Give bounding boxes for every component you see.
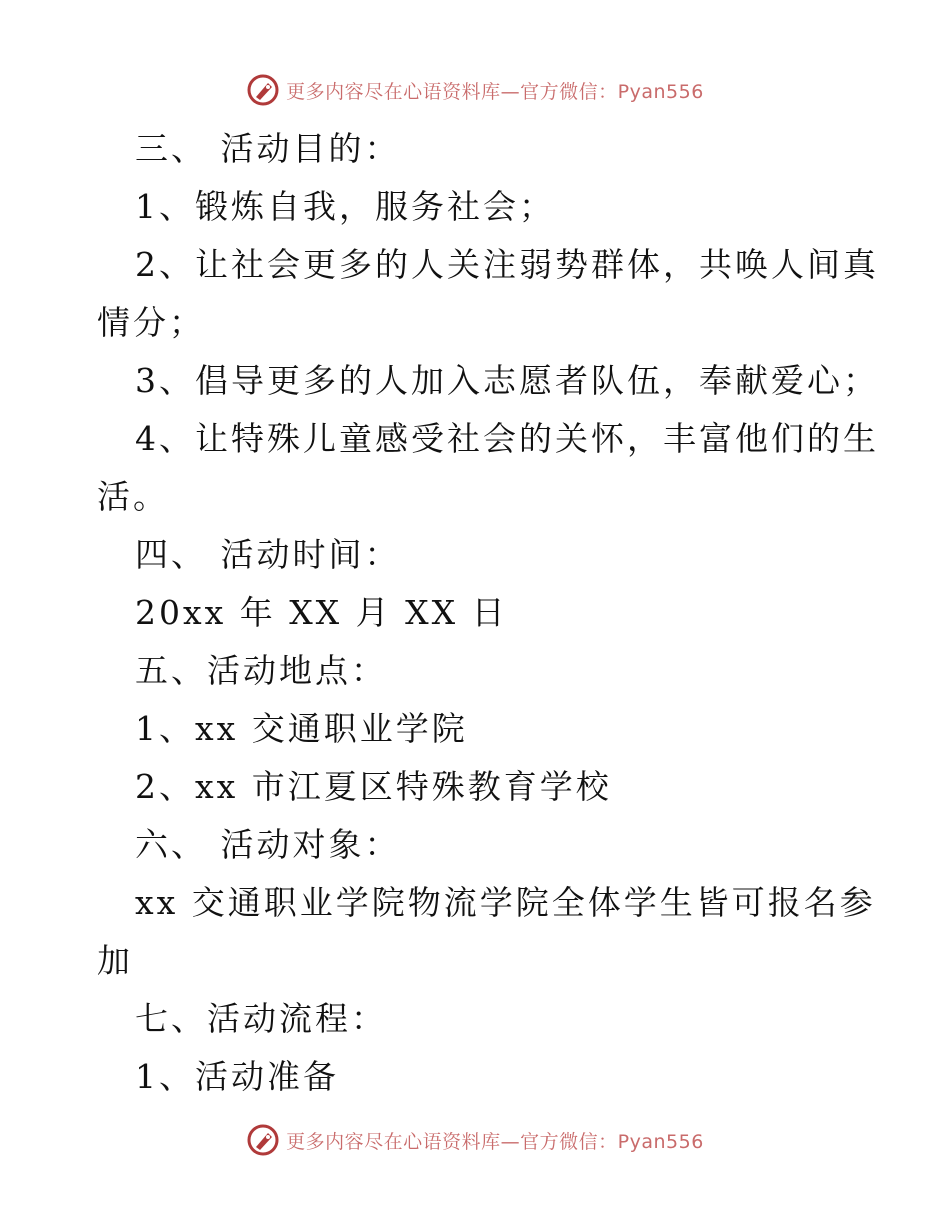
section-heading-time: 四、 活动时间： — [135, 535, 401, 574]
section-heading-location: 五、活动地点： — [135, 651, 387, 690]
section-heading-process: 七、活动流程： — [135, 999, 387, 1038]
document-body — [97, 120, 879, 1106]
audience-text: xx 交通职业学院物流学院全体学生皆可报名参 — [135, 883, 876, 922]
section-heading-audience: 六、 活动对象： — [135, 825, 401, 864]
footer-banner — [0, 1120, 950, 1160]
pen-nib-logo-icon — [246, 1123, 280, 1157]
purpose-item-3: 3、倡导更多的人加入志愿者队伍，奉献爱心； — [135, 361, 879, 400]
header-banner-text: 更多内容尽在心语资料库—官方微信：Pyan556 — [286, 80, 704, 103]
audience-text-continued: 加 — [97, 941, 133, 980]
section-heading-purpose: 三、 活动目的： — [135, 129, 401, 168]
footer-banner-text: 更多内容尽在心语资料库—官方微信：Pyan556 — [286, 1130, 704, 1153]
purpose-item-1: 1、锻炼自我，服务社会； — [135, 187, 555, 226]
process-item-1: 1、活动准备 — [135, 1057, 339, 1096]
header-banner — [0, 70, 950, 110]
purpose-item-2-continued: 情分； — [97, 303, 205, 342]
purpose-item-2: 2、让社会更多的人关注弱势群体，共唤人间真 — [135, 245, 879, 284]
location-item-1: 1、xx 交通职业学院 — [135, 709, 468, 748]
purpose-item-4: 4、让特殊儿童感受社会的关怀，丰富他们的生 — [135, 419, 879, 458]
pen-nib-logo-icon — [246, 73, 280, 107]
location-item-2: 2、xx 市江夏区特殊教育学校 — [135, 767, 612, 806]
purpose-item-4-continued: 活。 — [97, 477, 169, 516]
event-date: 20xx 年 XX 月 XX 日 — [135, 593, 508, 632]
